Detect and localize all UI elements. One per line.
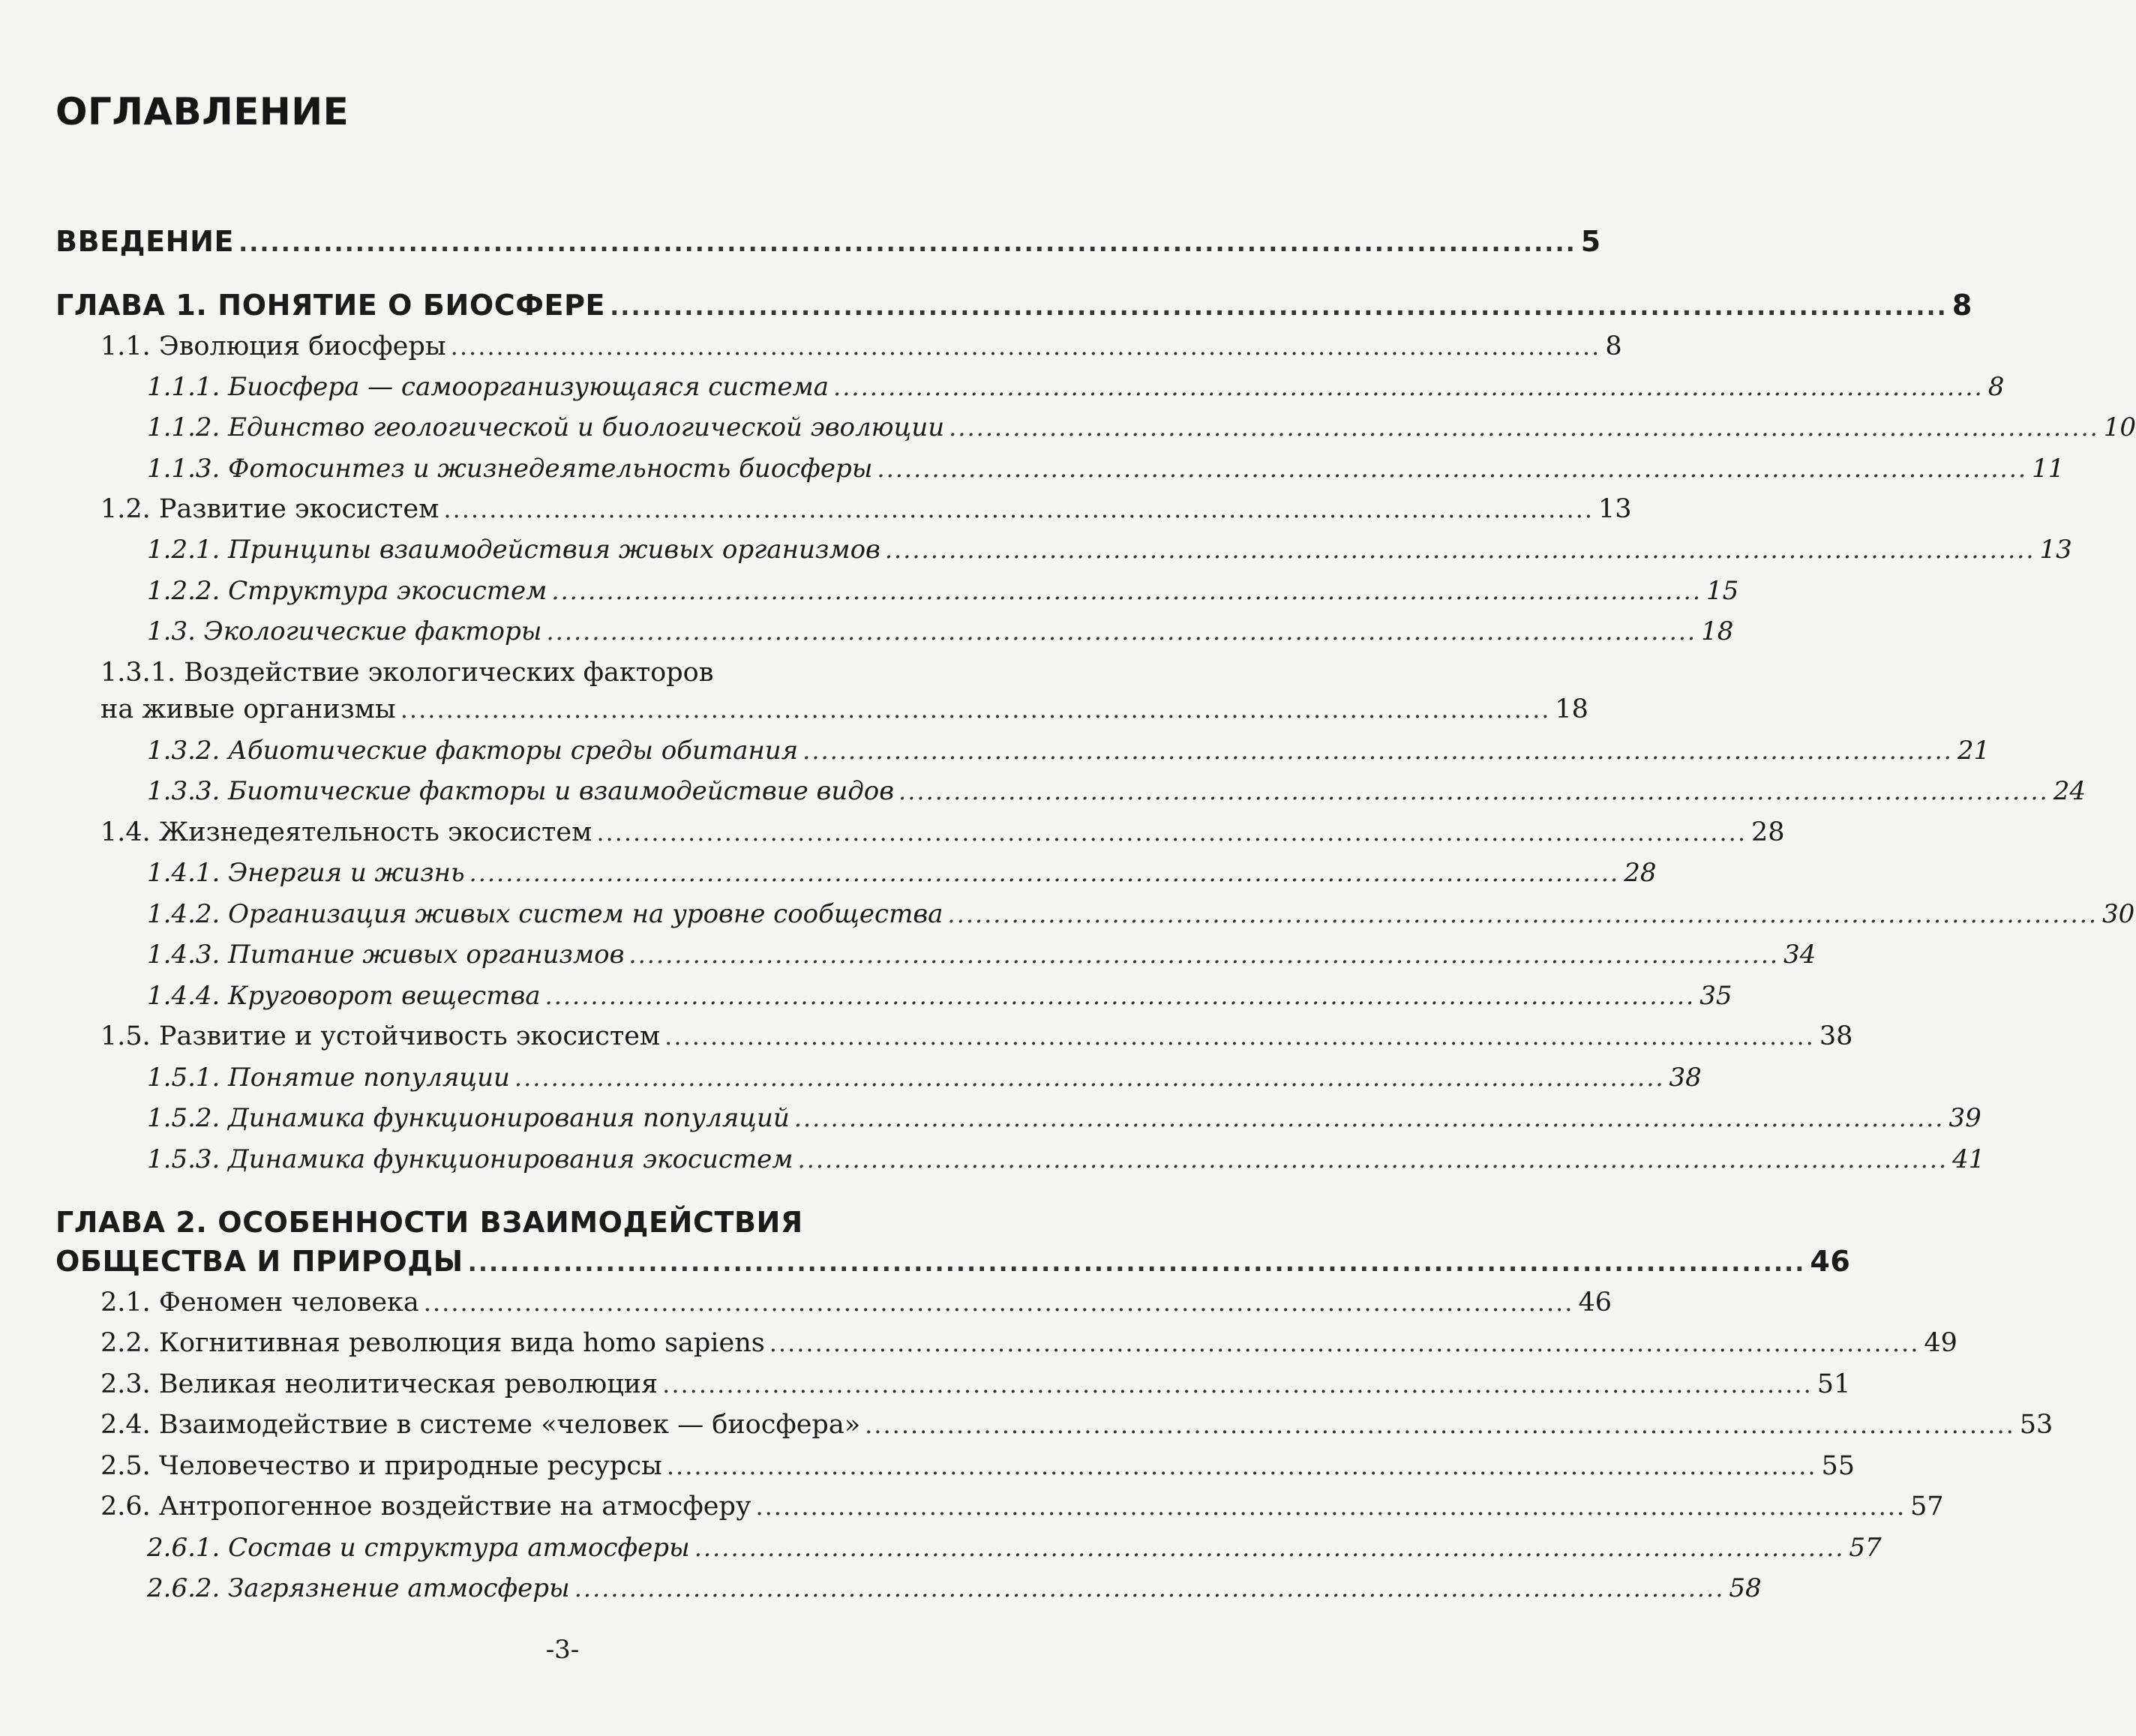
toc-entry: [147, 855, 1657, 891]
dot-leader: ..............................................................................................................................: [865, 1411, 2015, 1439]
toc-entry-title: 1.5.1. Понятие популяции: [147, 1063, 510, 1093]
toc-entry: [147, 733, 1990, 769]
toc-entry-page: 13: [1598, 494, 1632, 524]
dot-leader: ..............................................................................................................................: [514, 1063, 1665, 1092]
toc-entry-page: 11: [2032, 454, 2065, 484]
toc-entry-page: 39: [1948, 1103, 1982, 1133]
dot-leader: ..............................................................................................................................: [423, 1288, 1574, 1317]
toc-entry-page: 18: [1555, 694, 1588, 724]
toc-entry-title: 2.4. Взаимодействие в системе «человек — биосфера»: [100, 1410, 861, 1440]
toc-entry-page: 28: [1750, 817, 1785, 847]
dot-leader: ..............................................................................................................................: [544, 982, 1696, 1010]
toc-entry-title: 1.4.2. Организация живых систем на уровне сообщества: [147, 899, 944, 929]
toc-entry-title: 1.2.1. Принципы взаимодействия живых организмов: [147, 535, 880, 565]
dot-leader: ..............................................................................................................................: [802, 736, 1953, 765]
toc-entry-page: 55: [1821, 1451, 1856, 1481]
dot-leader: ..............................................................................................................................: [794, 1104, 1945, 1132]
toc-entry-page: 18: [1701, 616, 1734, 646]
toc-entry-page: 30: [2102, 899, 2135, 929]
dot-leader: ..............................................................................................................................: [628, 940, 1780, 969]
toc-entry-page: 57: [1849, 1533, 1882, 1563]
toc-entry-page: 35: [1700, 981, 1732, 1011]
toc-entry-title: 1.5.3. Динамика функционирования экосистем: [147, 1144, 794, 1174]
toc-entry: [147, 937, 1816, 973]
toc-entry-page: 57: [1910, 1492, 1944, 1522]
toc-entry-title: 1.1.2. Единство геологической и биологической эволюции: [147, 412, 945, 442]
toc-entry-title: 1.2.2. Структура экосистем: [147, 576, 548, 606]
toc-entry: [100, 1407, 2054, 1443]
dot-leader: ..............................................................................................................................: [833, 373, 1984, 401]
toc-entry: [100, 1325, 1958, 1361]
toc-entry-title: 1.4.3. Питание живых организмов: [147, 940, 625, 970]
toc-entry: [147, 1570, 1762, 1606]
toc-entry: [147, 1100, 1982, 1136]
dot-leader: ..............................................................................................................................: [546, 617, 1697, 646]
toc-entry-page: 34: [1784, 940, 1816, 970]
dot-leader: ..............................................................................................................................: [769, 1329, 1920, 1357]
toc-entry: [147, 613, 1734, 649]
toc-entry-title-line1: 1.3.1. Воздействие экологических факторов: [100, 658, 714, 688]
toc-entry: [100, 1285, 1612, 1321]
toc-entry-title: ГЛАВА 1. ПОНЯТИЕ О БИОСФЕРЕ: [56, 289, 606, 322]
toc-entry-page: 10: [2103, 412, 2136, 442]
toc-entry-title-line1: ГЛАВА 2. ОСОБЕННОСТИ ВЗАИМОДЕЙСТВИЯ: [56, 1206, 803, 1239]
toc-entry: [147, 896, 2135, 932]
toc-entry-page: 51: [1816, 1369, 1851, 1399]
dot-leader: ..............................................................................................................................: [755, 1492, 1906, 1521]
toc-entry: [100, 491, 1632, 527]
toc-entry: [147, 532, 2072, 568]
toc-entry: [100, 328, 1622, 364]
toc-entry-page: 8: [1952, 289, 1972, 322]
dot-leader: ..............................................................................................................................: [610, 292, 1948, 321]
toc-entry: [147, 369, 2005, 405]
dot-leader: ..............................................................................................................................: [238, 229, 1576, 257]
toc-entry: [147, 773, 2086, 809]
toc-entry-page: 28: [1624, 858, 1657, 888]
dot-leader: ..............................................................................................................................: [469, 859, 1620, 887]
toc-entry-title: 1.3.2. Абиотические факторы среды обитания: [147, 736, 799, 766]
toc-entry-title: 2.6. Антропогенное воздействие на атмосферу: [100, 1492, 752, 1522]
toc-entry: [147, 1141, 1985, 1177]
toc-entry-title: 1.3. Экологические факторы: [147, 616, 542, 646]
dot-leader: ..............................................................................................................................: [666, 1452, 1817, 1480]
toc-entry-page: 13: [2039, 535, 2072, 565]
toc-entry-title: 1.5. Развитие и устойчивость экосистем: [100, 1021, 661, 1051]
toc-entry-title: 2.2. Когнитивная революция вида homo sapiens: [100, 1328, 765, 1358]
toc-entry-title: 1.2. Развитие экосистем: [100, 494, 440, 524]
toc-entry-page: 58: [1729, 1573, 1762, 1603]
toc-entry-page: 53: [2019, 1410, 2054, 1440]
dot-leader: ..............................................................................................................................: [694, 1534, 1845, 1562]
toc-entry-page: 5: [1580, 225, 1601, 258]
dot-leader: ..............................................................................................................................: [400, 695, 1551, 724]
toc-entry-page: 49: [1924, 1328, 1958, 1358]
toc-entry: [147, 451, 2065, 487]
toc-entry-page: 8: [1605, 331, 1622, 361]
toc-entry: [100, 1366, 1851, 1402]
toc-entry-page: 41: [1952, 1144, 1985, 1174]
toc-entry: [147, 1060, 1702, 1096]
toc-entry-title: 1.1.3. Фотосинтез и жизнедеятельность биосферы: [147, 454, 873, 484]
toc-entry-page: 46: [1578, 1288, 1612, 1318]
toc-entry-page: 46: [1810, 1245, 1851, 1278]
toc-entry: [147, 978, 1732, 1014]
toc-entry-page: 38: [1669, 1063, 1702, 1093]
dot-leader: ..............................................................................................................................: [450, 332, 1601, 361]
page-number: -3-: [545, 1635, 580, 1665]
dot-leader: ..............................................................................................................................: [949, 413, 2099, 442]
toc-entry: [56, 287, 1972, 323]
toc-entry: [56, 223, 1601, 259]
toc-entry-title: 1.4.1. Энергия и жизнь: [147, 858, 465, 888]
dot-leader: ..............................................................................................................................: [797, 1145, 1948, 1174]
toc-entry: [100, 814, 1785, 850]
dot-leader: ..............................................................................................................................: [877, 454, 2028, 483]
toc-entry-title: 1.4. Жизнедеятельность экосистем: [100, 817, 592, 847]
toc-entry: [100, 691, 1588, 727]
toc-entry-page: 24: [2053, 776, 2086, 806]
toc-entry: [147, 573, 1739, 609]
toc-entry-page: 15: [1706, 576, 1739, 606]
toc-entry-title: на живые организмы: [100, 694, 396, 724]
dot-leader: ..............................................................................................................................: [574, 1574, 1725, 1603]
toc-entry: [56, 1243, 1851, 1279]
toc-entry: [147, 1530, 1882, 1566]
toc-entry-title: ОБЩЕСТВА И ПРИРОДЫ: [56, 1245, 464, 1278]
toc-entry-page: 8: [1988, 372, 2005, 402]
toc-entry-title: 1.5.2. Динамика функционирования популяций: [147, 1103, 790, 1133]
toc-entry: [147, 409, 2136, 445]
dot-leader: ..............................................................................................................................: [884, 535, 2036, 564]
toc-entry-page: 21: [1957, 736, 1990, 766]
toc-entry: [100, 1018, 1853, 1054]
dot-leader: ..............................................................................................................................: [664, 1022, 1815, 1051]
dot-leader: ..............................................................................................................................: [947, 900, 2098, 928]
toc-entry-title: 2.3. Великая неолитическая революция: [100, 1369, 658, 1399]
page-title: ОГЛАВЛЕНИЕ: [56, 90, 350, 133]
toc-entry-title: 1.4.4. Круговорот вещества: [147, 981, 541, 1011]
dot-leader: ..............................................................................................................................: [551, 577, 1702, 605]
dot-leader: ..............................................................................................................................: [443, 495, 1594, 523]
toc-entry-title: 1.3.3. Биотические факторы и взаимодействие видов: [147, 776, 895, 806]
toc-entry-title: 2.6.2. Загрязнение атмосферы: [147, 1573, 570, 1603]
toc-entry: [100, 1489, 1944, 1525]
toc-entry-title: 2.1. Феномен человека: [100, 1288, 419, 1318]
toc-entry-title: 2.6.1. Состав и структура атмосферы: [147, 1533, 690, 1563]
toc-entry-title: 1.1. Эволюция биосферы: [100, 331, 446, 361]
toc-entry-page: 38: [1819, 1021, 1853, 1051]
dot-leader: ..............................................................................................................................: [596, 818, 1747, 847]
toc-entry-title: 1.1.1. Биосфера — самоорганизующаяся система: [147, 372, 830, 402]
dot-leader: ..............................................................................................................................: [662, 1370, 1813, 1399]
dot-leader: ..............................................................................................................................: [898, 777, 2049, 805]
toc-entry: [100, 1448, 1856, 1484]
dot-leader: ..............................................................................................................................: [467, 1249, 1806, 1277]
toc-entry-title: ВВЕДЕНИЕ: [56, 225, 235, 258]
toc-entry-title: 2.5. Человечество и природные ресурсы: [100, 1451, 662, 1481]
